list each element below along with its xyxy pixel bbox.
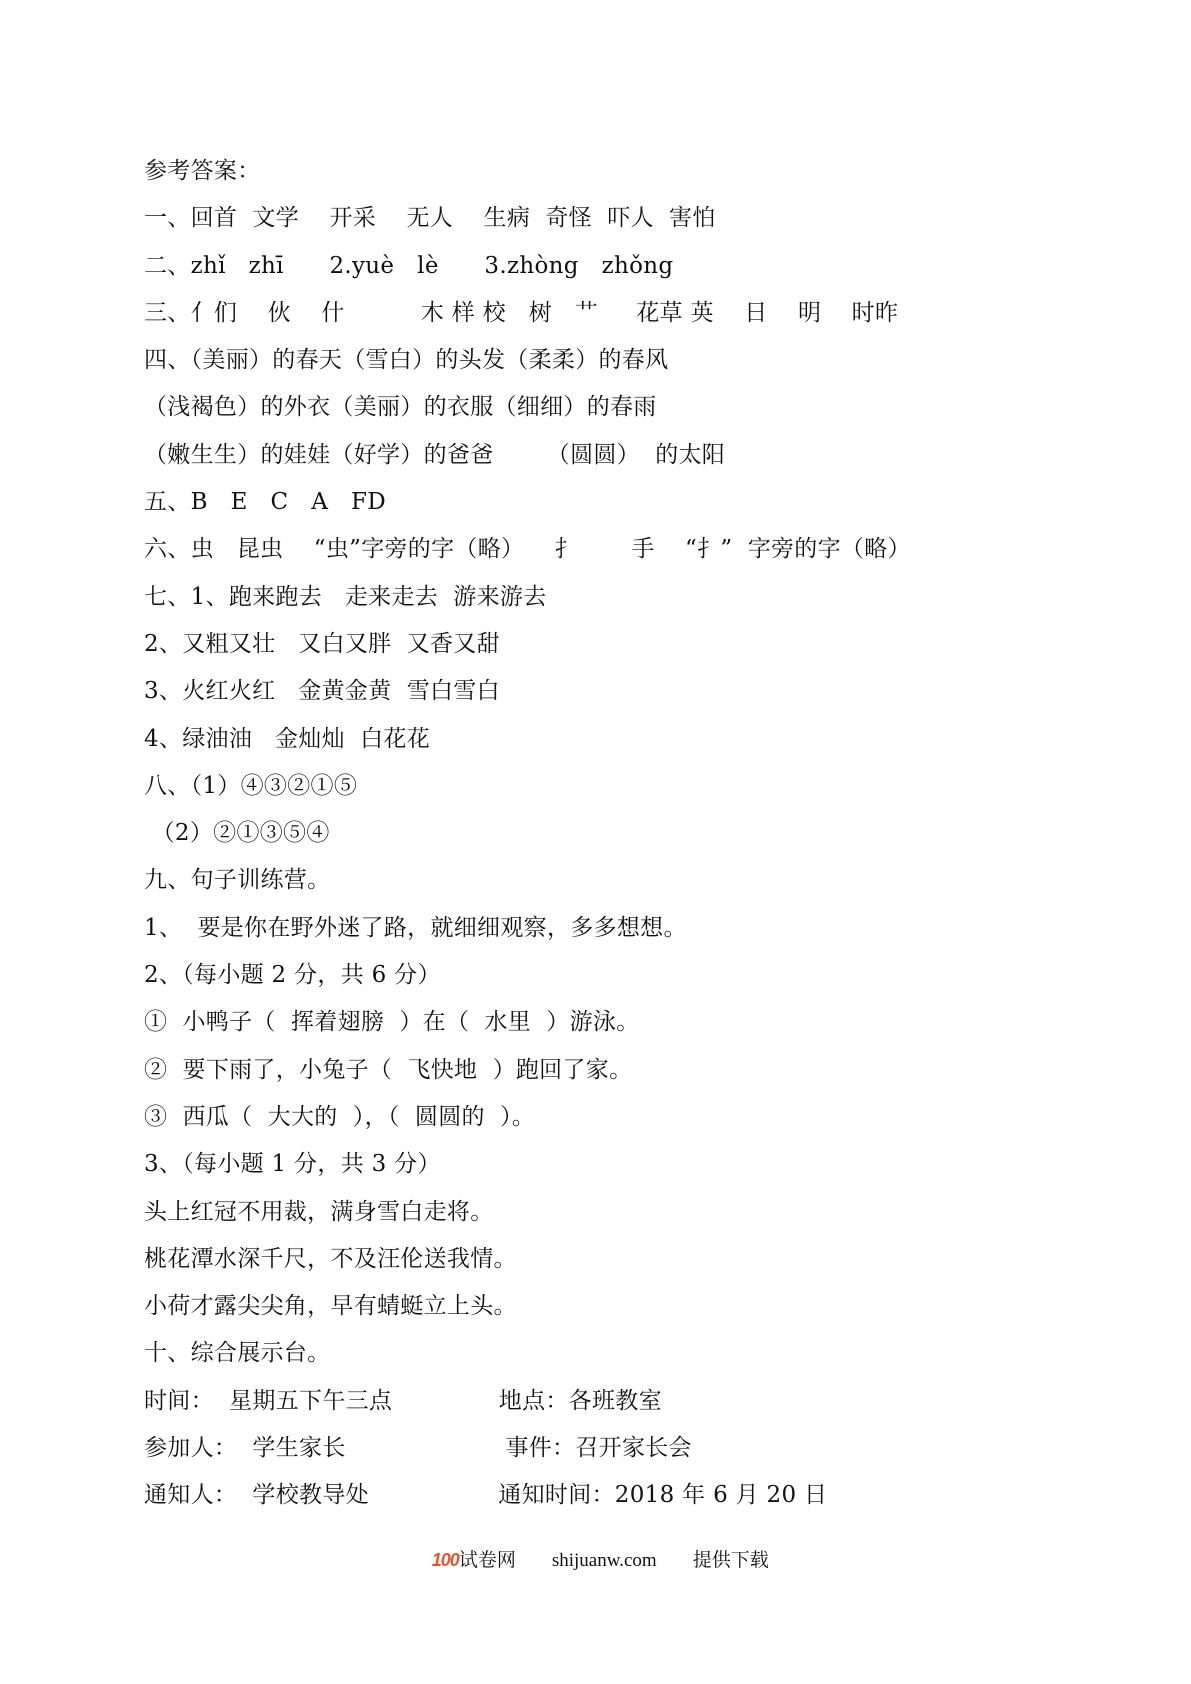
- answer-line-10: 2、又粗又壮 又白又胖 又香又甜: [144, 630, 500, 657]
- download-note: 提供下载: [692, 1550, 769, 1571]
- answer-line-5: （浅褐色）的外衣（美丽）的衣服（细细）的春雨: [144, 394, 657, 421]
- page-footer: [0, 1523, 1191, 1572]
- answer-line-27: 参加人： 学生家长 事件：召开家长会: [144, 1435, 692, 1462]
- answer-line-6: （嫩生生）的娃娃（好学）的爸爸 （圆圆） 的太阳: [144, 441, 726, 468]
- answer-line-22: 头上红冠不用裁，满身雪白走将。: [144, 1198, 494, 1225]
- answer-line-23: 桃花潭水深千尺，不及汪伦送我情。: [144, 1245, 517, 1272]
- site-url[interactable]: shijuanw.com: [551, 1550, 657, 1571]
- answer-key-body: [144, 148, 1094, 1520]
- answer-line-24: 小荷才露尖尖角，早有蜻蜓立上头。: [144, 1293, 517, 1320]
- answer-line-8: 六、虫 昆虫 “虫”字旁的字（略） 扌 手 “扌” 字旁的字（略）: [144, 536, 911, 563]
- answer-line-25: 十、综合展示台。: [144, 1340, 331, 1367]
- answer-line-11: 3、火红火红 金黄金黄 雪白雪白: [144, 678, 500, 705]
- answer-line-18: ① 小鸭子（ 挥着翅膀 ）在（ 水里 ）游泳。: [144, 1009, 640, 1036]
- answer-line-3: 三、亻们 伙 什 木 样 校 树 艹 花草 英 日 明 时昨: [144, 299, 899, 326]
- answer-line-2: 二、zhǐ zhī 2.yuè lè 3.zhòng zhǒng: [144, 252, 674, 279]
- answer-heading: 参考答案：: [144, 158, 261, 184]
- answer-line-26: 时间： 星期五下午三点 地点：各班教室: [144, 1387, 662, 1414]
- answer-line-7: 五、B E C A FD: [144, 489, 387, 516]
- answer-line-15: 九、句子训练营。: [144, 867, 331, 894]
- answer-line-12: 4、绿油油 金灿灿 白花花: [144, 725, 430, 752]
- answer-line-21: 3、（每小题 1 分，共 3 分）: [144, 1151, 441, 1178]
- site-name: 试卷网: [458, 1550, 516, 1571]
- answer-line-28: 通知人： 学校教导处 通知时间：2018 年 6 月 20 日: [144, 1482, 828, 1509]
- answer-line-9: 七、1、跑来跑去 走来走去 游来游去: [144, 583, 547, 610]
- answer-line-16: 1、 要是你在野外迷了路，就细细观察，多多想想。: [144, 914, 687, 941]
- answer-line-13: 八、（1）④③②①⑤: [144, 772, 358, 799]
- answer-line-4: 四、（美丽）的春天（雪白）的头发（柔柔）的春风: [144, 347, 669, 374]
- answer-line-19: ② 要下雨了，小兔子（ 飞快地 ）跑回了家。: [144, 1056, 633, 1083]
- answer-line-14: （2）②①③⑤④: [144, 820, 330, 847]
- answer-line-20: ③ 西瓜（ 大大的 ），（ 圆圆的 ）。: [144, 1103, 536, 1130]
- answer-line-17: 2、（每小题 2 分，共 6 分）: [144, 962, 441, 989]
- answer-line-1: 一、回首 文学 开采 无人 生病 奇怪 吓人 害怕: [144, 205, 716, 232]
- site-logo: 100: [431, 1550, 459, 1570]
